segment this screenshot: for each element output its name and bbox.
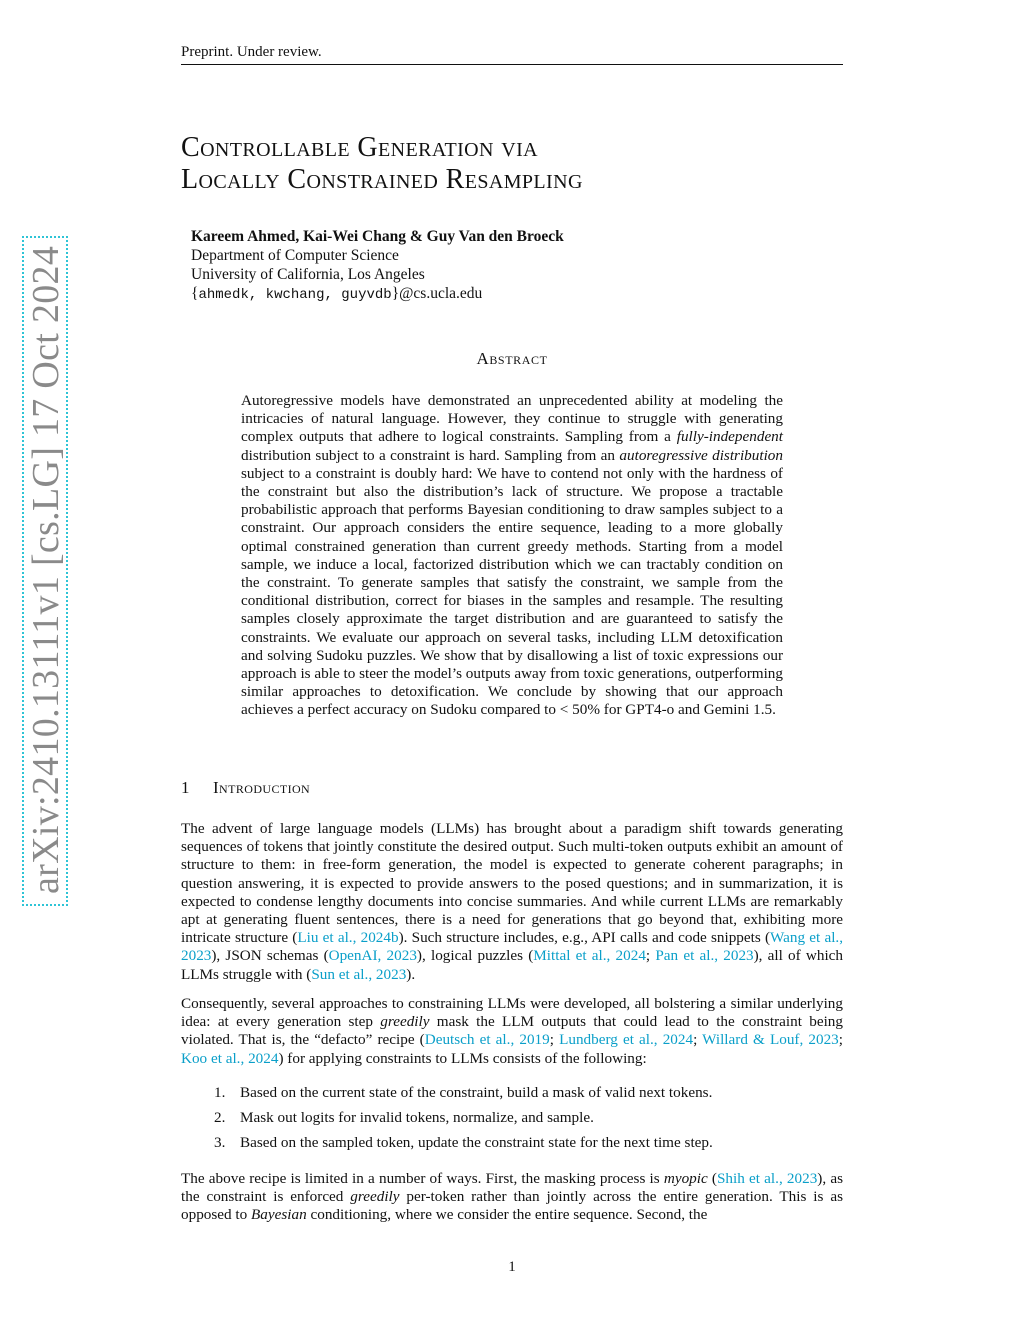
- citation-link[interactable]: OpenAI, 2023: [328, 947, 417, 965]
- page-number: 1: [508, 1259, 516, 1275]
- author-university: University of California, Los Angeles: [191, 266, 425, 283]
- title-line-1: Controllable Generation via: [181, 132, 538, 163]
- email-users: ahmedk, kwchang, guyvdb: [198, 287, 392, 303]
- email-brace-close: }: [391, 285, 400, 302]
- section-heading: [181, 778, 310, 798]
- intro-paragraph-3: The above recipe is limited in a number of ways. First, the masking process is myopic (Shih et al., 2023), as the constraint is enforced greedily per-token rather than jointly across the entire generation. This is as opposed to Bayesian conditioning, where we consider the entire sequence. Second, the: [181, 1170, 843, 1224]
- citation-link[interactable]: Wang et al., 2023: [181, 929, 844, 965]
- author-names: Kareem Ahmed, Kai-Wei Chang & Guy Van den Broeck: [191, 228, 564, 245]
- list-item: 2. Mask out logits for invalid tokens, normalize, and sample.: [214, 1109, 594, 1127]
- section-title: Introduction: [213, 778, 311, 797]
- arxiv-sidebar-stamp[interactable]: arXiv:2410.13111v1 [cs.LG] 17 Oct 2024: [22, 236, 68, 906]
- author-email[interactable]: [191, 284, 831, 305]
- citation-link[interactable]: Liu et al., 2024b: [297, 929, 399, 947]
- paper-title: [181, 132, 843, 196]
- abstract-body: Autoregressive models have demonstrated an unprecedented ability at modeling the intricacies of natural language. However, they continue to struggle with generating complex outputs that adhere to logical constraints. Sampling from a fully-independent distribution subject to a constraint is hard. Sampling from an autoregressive distribution subject to a constraint is doubly hard: We have to contend not only with the hardness of the constraint but also the distribution’s lack of structure. We propose a tractable probabilistic approach that performs Bayesian conditioning to draw samples subject to a constraint. Our approach considers the entire sequence, leading to a more globally optimal constrained generation than current greedy methods. Starting from a model sample, we induce a local, factorized distribution which we can tractably condition on the constraint. To generate samples that satisfy the constraint, we sample from the conditional distribution, correct for biases in the samples and resample. The resulting samples closely approximate the target distribution and are guaranteed to satisfy the constraints. We evaluate our approach on several tasks, including LLM detoxification and solving Sudoku puzzles. We show that by disallowing a list of toxic expressions our approach is able to steer the model’s outputs away from toxic generations, outperforming similar approaches to detoxification. We conclude by showing that our approach achieves a perfect accuracy on Sudoku compared to < 50% for GPT4-o and Gemini 1.5.: [241, 392, 783, 719]
- citation-link[interactable]: Mittal et al., 2024: [533, 947, 646, 965]
- citation-link[interactable]: Koo et al., 2024: [181, 1049, 279, 1067]
- header-rule: [181, 64, 843, 65]
- math-expression: < 50%: [559, 701, 600, 719]
- recipe-step-list: [214, 1084, 834, 1160]
- title-line-2: Locally Constrained Resampling: [181, 164, 583, 195]
- citation-link[interactable]: Lundberg et al., 2024: [559, 1031, 694, 1049]
- author-department: Department of Computer Science: [191, 247, 399, 264]
- email-brace-open: {: [191, 285, 199, 302]
- author-block: [191, 227, 831, 305]
- email-domain: @cs.ucla.edu: [399, 285, 483, 302]
- citation-link[interactable]: Sun et al., 2023: [311, 965, 407, 983]
- citation-link[interactable]: Willard & Louf, 2023: [702, 1031, 839, 1049]
- citation-link[interactable]: Shih et al., 2023: [716, 1170, 818, 1187]
- citation-link[interactable]: Pan et al., 2023: [655, 947, 754, 965]
- list-item: 1. Based on the current state of the constraint, build a mask of valid next tokens.: [214, 1084, 713, 1101]
- intro-paragraph-2: Consequently, several approaches to constraining LLMs were developed, all bolstering a similar underlying idea: at every generation step greedily mask the LLM outputs that could lead to the constraint being violated. That is, the “defacto” recipe (Deutsch et al., 2019; Lundberg et al., 2024; Willard & Louf, 2023; Koo et al., 2024) for applying constraints to LLMs consists of the following:: [181, 995, 843, 1067]
- section-number: 1: [181, 778, 190, 797]
- list-item: 3. Based on the sampled token, update the constraint state for the next time step.: [214, 1134, 713, 1152]
- citation-link[interactable]: Deutsch et al., 2019: [424, 1031, 550, 1049]
- intro-paragraph-1: The advent of large language models (LLMs) has brought about a paradigm shift towards generating sequences of tokens that jointly constitute the desired output. Such multi-token outputs exhibit an amount of structure to them: in free-form generation, the model is expected to generate coherent paragraphs; in question answering, it is expected to provide answers to the posed questions; and in summarization, it is expected to condense lengthy documents into concise summaries. And while current LLMs are remarkably apt at generating fluent sentences, there is a need for generations that go beyond that, exhibiting more intricate structure (Liu et al., 2024b). Such structure includes, e.g., API calls and code snippets (Wang et al., 2023), JSON schemas (OpenAI, 2023), logical puzzles (Mittal et al., 2024; Pan et al., 2023), all of which LLMs struggle with (Sun et al., 2023).: [181, 820, 844, 983]
- abstract-heading: Abstract: [476, 349, 548, 368]
- running-header: Preprint. Under review.: [181, 44, 322, 60]
